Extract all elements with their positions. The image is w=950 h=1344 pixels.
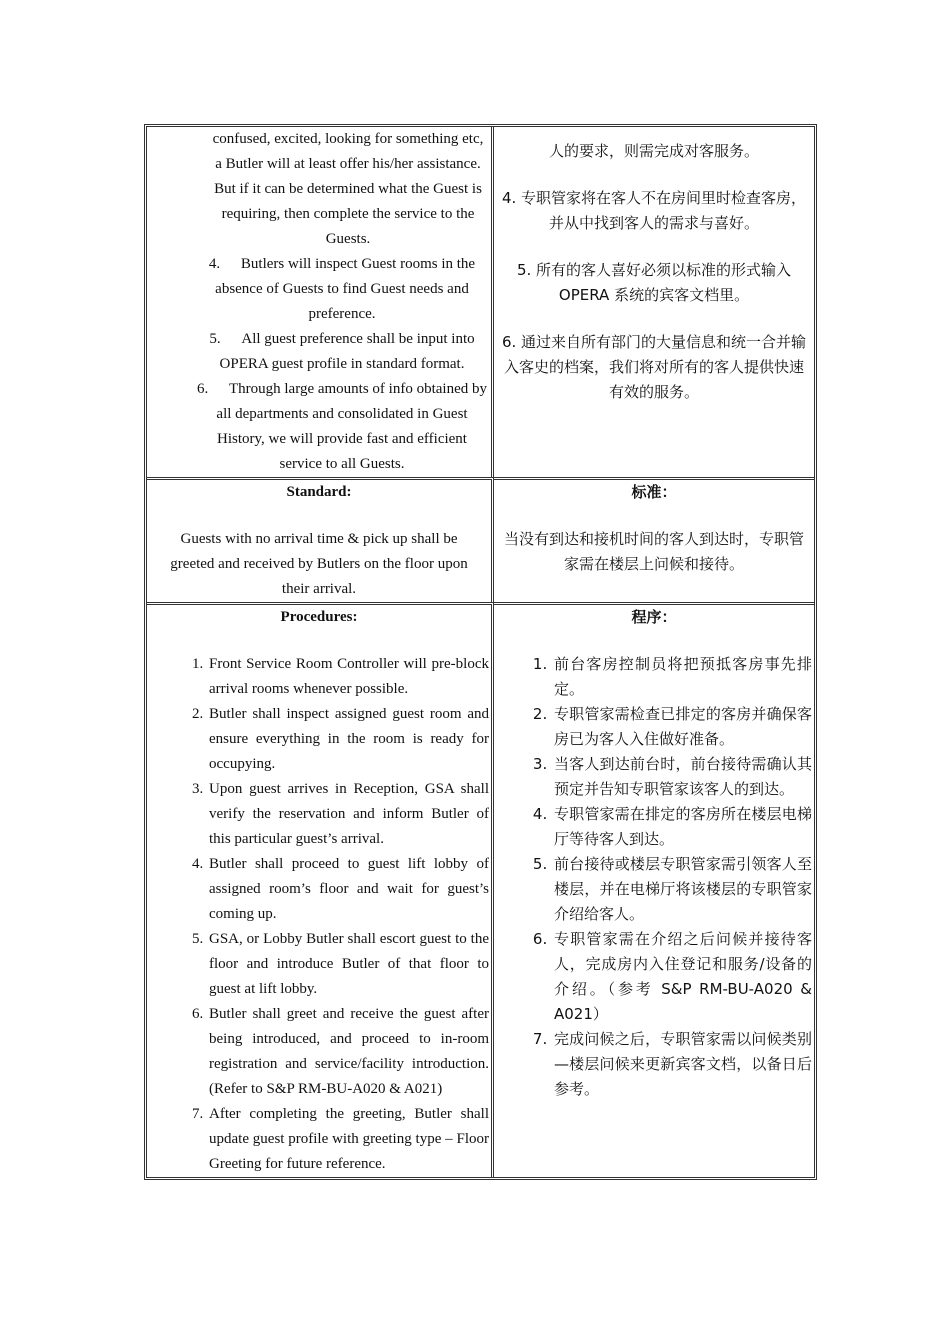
procedure-table xyxy=(144,124,817,1180)
english-continuation: confused, excited, looking for something etc, a Butler will at least offer his/her assistance. But if it can be determined what the Guest is requiring, then complete the service to the Guests. xyxy=(212,131,484,247)
procedures-list-cn xyxy=(496,652,812,1102)
english-cell xyxy=(147,477,494,602)
table-row xyxy=(147,127,814,477)
standard-heading-cn: 标准： xyxy=(631,483,677,501)
english-cell xyxy=(147,127,494,477)
list-item: 4. 专职管家将在客人不在房间里时检查客房，并从中找到客人的需求与喜好。 xyxy=(501,189,807,232)
table-row xyxy=(147,477,814,602)
list-item: 4. 专职管家需在排定的客房所在楼层电梯厅等待客人到达。 xyxy=(552,802,812,852)
list-item: 6. Butler shall greet and receive the guest after being introduced, and proceed to in-room registration and service/facility introduction. (Refer to S&P RM-BU-A020 & A021) xyxy=(207,1002,489,1102)
list-item: 6. 专职管家需在介绍之后问候并接待客人，完成房内入住登记和服务/设备的介绍。（参考 S&P RM-BU-A020 & A021） xyxy=(552,927,812,1027)
list-item: 4. Butlers will inspect Guest rooms in the absence of Guests to find Guest needs and preference. xyxy=(208,256,476,322)
list-item: 7. 完成问候之后，专职管家需以问候类别—楼层问候来更新宾客文档，以备日后参考。 xyxy=(552,1027,812,1102)
list-item: 6. 通过来自所有部门的大量信息和统一合并输入客史的档案，我们将对所有的客人提供快速有效的服务。 xyxy=(501,333,807,401)
list-item: 2. 专职管家需检查已排定的客房并确保客房已为客人入住做好准备。 xyxy=(552,702,812,752)
list-item: 2. Butler shall inspect assigned guest room and ensure everything in the room is ready for occupying. xyxy=(207,702,489,777)
english-cell xyxy=(147,602,494,1177)
table-row xyxy=(147,602,814,1177)
chinese-continuation: 人的要求，则需完成对客服务。 xyxy=(548,142,759,160)
procedures-heading-cn: 程序： xyxy=(631,608,677,626)
list-item: 4. Butler shall proceed to guest lift lobby of assigned room’s floor and wait for guest’s coming up. xyxy=(207,852,489,927)
list-item: 5. All guest preference shall be input into OPERA guest profile in standard format. xyxy=(209,331,475,372)
list-item: 3. Upon guest arrives in Reception, GSA shall verify the reservation and inform Butler of this particular guest’s arrival. xyxy=(207,777,489,852)
list-item: 5. 所有的客人喜好必须以标准的形式输入OPERA 系统的宾客文档里。 xyxy=(516,261,792,304)
list-item: 1. Front Service Room Controller will pre-block arrival rooms whenever possible. xyxy=(207,652,489,702)
procedures-list xyxy=(149,652,489,1177)
list-item: 1. 前台客房控制员将把预抵客房事先排定。 xyxy=(552,652,812,702)
standard-heading: Standard: xyxy=(286,484,352,500)
document-page xyxy=(144,124,812,1180)
procedures-heading: Procedures: xyxy=(280,609,358,625)
chinese-cell xyxy=(494,477,814,602)
chinese-cell xyxy=(494,602,814,1177)
chinese-cell xyxy=(494,127,814,477)
list-item: 5. 前台接待或楼层专职管家需引领客人至楼层，并在电梯厅将该楼层的专职管家介绍给客人。 xyxy=(552,852,812,927)
standard-text-cn: 当没有到达和接机时间的客人到达时，专职管家需在楼层上问候和接待。 xyxy=(503,530,804,573)
list-item: 6. Through large amounts of info obtained by all departments and consolidated in Guest History, we will provide fast and efficient service to all Guests. xyxy=(196,381,487,472)
standard-text: Guests with no arrival time & pick up shall be greeted and received by Butlers on the floor upon their arrival. xyxy=(170,531,468,597)
list-item: 7. After completing the greeting, Butler shall update guest profile with greeting type – Floor Greeting for future reference. xyxy=(207,1102,489,1177)
list-item: 3. 当客人到达前台时，前台接待需确认其预定并告知专职管家该客人的到达。 xyxy=(552,752,812,802)
list-item: 5. GSA, or Lobby Butler shall escort guest to the floor and introduce Butler of that floor to guest at lift lobby. xyxy=(207,927,489,1002)
